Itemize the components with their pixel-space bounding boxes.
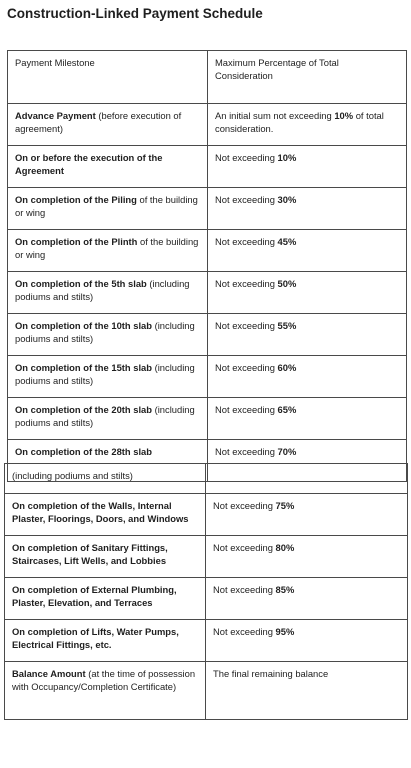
- milestone-title: On completion of the Piling: [15, 194, 137, 205]
- table-row: [8, 356, 407, 398]
- milestone-title: On completion of the 10th slab: [15, 320, 152, 331]
- percentage-prefix: Not exceeding: [213, 584, 276, 595]
- milestone-cell: [5, 536, 206, 578]
- percentage-value: 75%: [275, 500, 295, 511]
- milestone-detail: of the building or wing: [15, 194, 198, 218]
- percentage-value: 45%: [277, 236, 297, 247]
- percentage-value: 80%: [275, 542, 295, 553]
- percentage-cell: [206, 536, 408, 578]
- table-row: [8, 188, 407, 230]
- milestone-title: On completion of the Plinth: [15, 236, 138, 247]
- table-row: [8, 104, 407, 146]
- percentage-cell: [208, 356, 407, 398]
- percentage-value: 10%: [277, 152, 297, 163]
- percentage-cell: [208, 314, 407, 356]
- percentage-cell: [206, 620, 408, 662]
- header-maximum-percentage: Maximum Percentage of Total Consideration: [208, 51, 407, 104]
- table-row: [8, 230, 407, 272]
- table-row: [5, 536, 408, 578]
- percentage-suffix: of total consideration.: [215, 110, 384, 134]
- continuation-text: (including podiums and stilts): [5, 464, 206, 494]
- milestone-cell: [8, 356, 208, 398]
- percentage-value: 65%: [277, 404, 297, 415]
- payment-schedule-table-part-2: [4, 463, 408, 720]
- percentage-prefix: The final remaining balance: [213, 668, 329, 679]
- continuation-empty-cell: [206, 464, 408, 494]
- percentage-cell: [208, 188, 407, 230]
- milestone-title: Balance Amount: [12, 668, 86, 679]
- header-payment-milestone: Payment Milestone: [8, 51, 208, 104]
- table-row: [8, 272, 407, 314]
- milestone-cell: [8, 272, 208, 314]
- page-title: Construction-Linked Payment Schedule: [7, 6, 263, 21]
- milestone-detail: (including podiums and stilts): [15, 362, 195, 386]
- milestone-title: On completion of the 28th slab: [15, 446, 152, 457]
- percentage-prefix: Not exceeding: [215, 362, 278, 373]
- table-row: [5, 494, 408, 536]
- table-row: [5, 578, 408, 620]
- percentage-prefix: Not exceeding: [213, 626, 276, 637]
- percentage-prefix: Not exceeding: [215, 236, 278, 247]
- milestone-cell: [8, 188, 208, 230]
- percentage-cell: [208, 272, 407, 314]
- percentage-prefix: Not exceeding: [213, 542, 276, 553]
- percentage-cell: [206, 578, 408, 620]
- percentage-value: 60%: [277, 362, 297, 373]
- table-row: [5, 662, 408, 720]
- milestone-title: On completion of External Plumbing, Plaster, Elevation, and Terraces: [12, 584, 177, 608]
- percentage-prefix: Not exceeding: [215, 194, 278, 205]
- milestone-cell: [8, 146, 208, 188]
- milestone-cell: [8, 104, 208, 146]
- table-row: [5, 620, 408, 662]
- percentage-prefix: Not exceeding: [213, 500, 276, 511]
- milestone-title: On or before the execution of the Agreement: [15, 152, 163, 176]
- percentage-value: 10%: [334, 110, 354, 121]
- milestone-cell: [5, 578, 206, 620]
- milestone-detail: (including podiums and stilts): [15, 278, 190, 302]
- milestone-title: On completion of Lifts, Water Pumps, Electrical Fittings, etc.: [12, 626, 179, 650]
- percentage-prefix: Not exceeding: [215, 446, 278, 457]
- percentage-prefix: Not exceeding: [215, 152, 278, 163]
- percentage-value: 55%: [277, 320, 297, 331]
- milestone-cell: [5, 620, 206, 662]
- percentage-prefix: Not exceeding: [215, 404, 278, 415]
- percentage-prefix: An initial sum not exceeding: [215, 110, 335, 121]
- percentage-prefix: Not exceeding: [215, 320, 278, 331]
- milestone-cell: [8, 230, 208, 272]
- table-row: [8, 398, 407, 440]
- percentage-prefix: Not exceeding: [215, 278, 278, 289]
- milestone-title: On completion of the Walls, Internal Plaster, Floorings, Doors, and Windows: [12, 500, 189, 524]
- percentage-value: 85%: [275, 584, 295, 595]
- payment-schedule-table-part-1: [7, 50, 407, 482]
- milestone-detail: (including podiums and stilts): [15, 404, 195, 428]
- table-header-row: [8, 51, 407, 104]
- milestone-title: On completion of Sanitary Fittings, Staircases, Lift Wells, and Lobbies: [12, 542, 168, 566]
- milestone-cell: [5, 494, 206, 536]
- table-row: [8, 146, 407, 188]
- percentage-value: 95%: [275, 626, 295, 637]
- percentage-cell: [206, 662, 408, 720]
- milestone-cell: [8, 398, 208, 440]
- milestone-detail: (at the time of possession with Occupancy/Completion Certificate): [12, 668, 196, 692]
- percentage-value: 50%: [277, 278, 297, 289]
- percentage-cell: [208, 230, 407, 272]
- percentage-cell: [206, 494, 408, 536]
- percentage-cell: [208, 104, 407, 146]
- milestone-title: On completion of the 15th slab: [15, 362, 152, 373]
- percentage-value: 70%: [277, 446, 297, 457]
- percentage-cell: [208, 146, 407, 188]
- milestone-title: Advance Payment: [15, 110, 96, 121]
- milestone-cell: [8, 314, 208, 356]
- table-row-continuation: [5, 464, 408, 494]
- milestone-title: On completion of the 5th slab: [15, 278, 147, 289]
- milestone-detail: of the building or wing: [15, 236, 199, 260]
- milestone-detail: (including podiums and stilts): [15, 320, 195, 344]
- milestone-title: On completion of the 20th slab: [15, 404, 152, 415]
- percentage-value: 30%: [277, 194, 297, 205]
- table-row: [8, 314, 407, 356]
- percentage-cell: [208, 398, 407, 440]
- milestone-cell: [5, 662, 206, 720]
- milestone-detail: (before execution of agreement): [15, 110, 182, 134]
